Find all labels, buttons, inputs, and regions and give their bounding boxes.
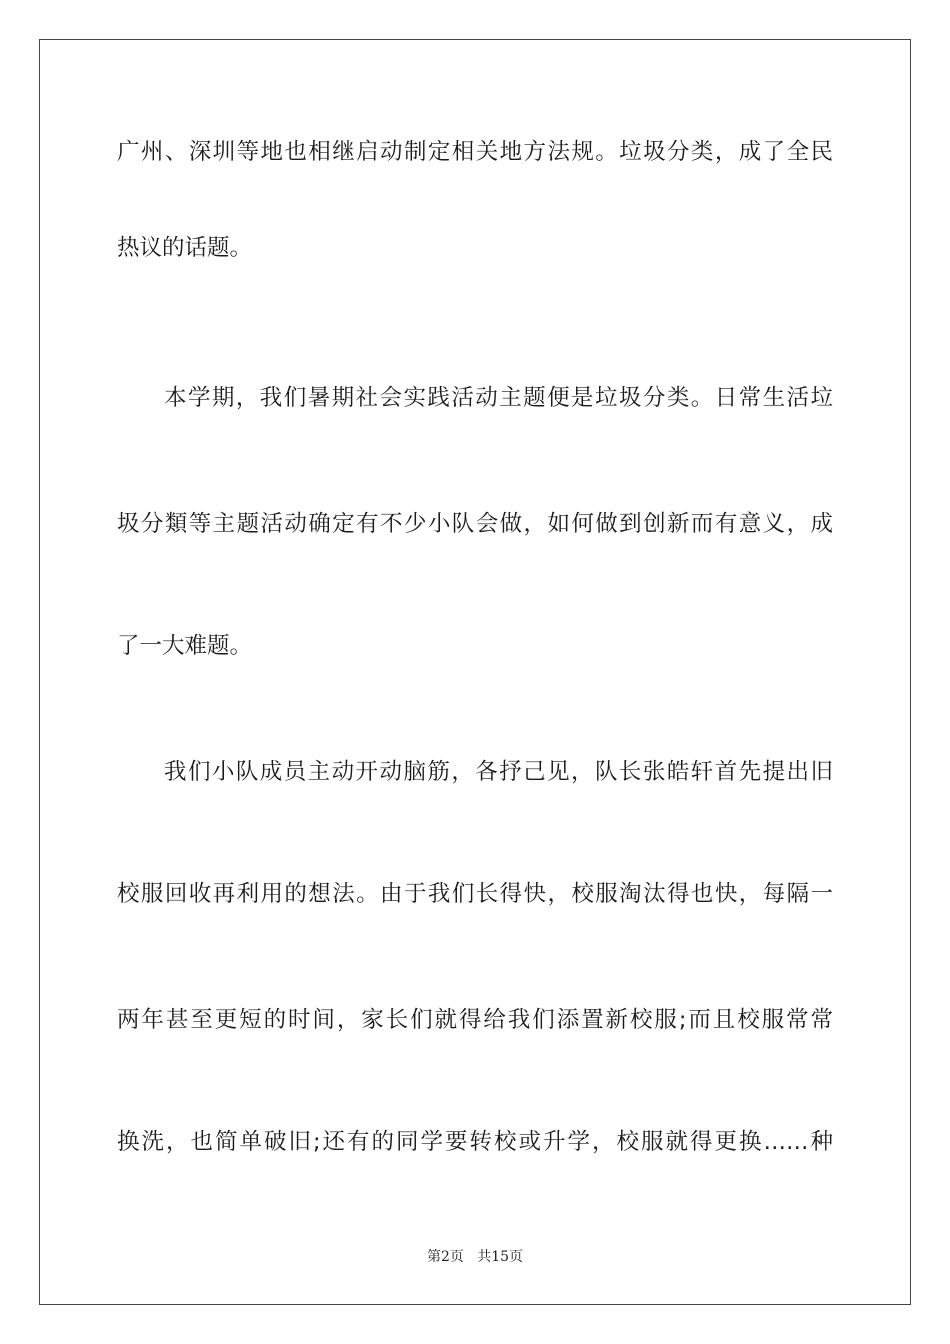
body-line-1: 广州、深圳等地也相继启动制定相关地方法规。垃圾分类，成了全民 <box>117 139 833 165</box>
body-line-4: 圾分類等主题活动确定有不少小队会做，如何做到创新而有意义，成 <box>117 511 833 537</box>
body-line-6: 我们小队成员主动开动脑筋，各抒己见，队长张皓轩首先提出旧 <box>164 759 833 785</box>
body-line-2: 热议的话题。 <box>117 235 253 261</box>
body-line-5: 了一大难题。 <box>117 633 253 659</box>
body-line-9: 换洗，也简单破旧;还有的同学要转校或升学，校服就得更换……种 <box>117 1129 833 1155</box>
body-line-3: 本学期，我们暑期社会实践活动主题便是垃圾分类。日常生活垃 <box>164 385 833 411</box>
body-line-8: 两年甚至更短的时间，家长们就得给我们添置新校服;而且校服常常 <box>117 1007 833 1033</box>
body-line-7: 校服回收再利用的想法。由于我们长得快，校服淘汰得也快，每隔一 <box>117 881 833 907</box>
page-frame <box>39 39 911 1305</box>
page-number-footer: 第2页 共15页 <box>426 1249 524 1265</box>
